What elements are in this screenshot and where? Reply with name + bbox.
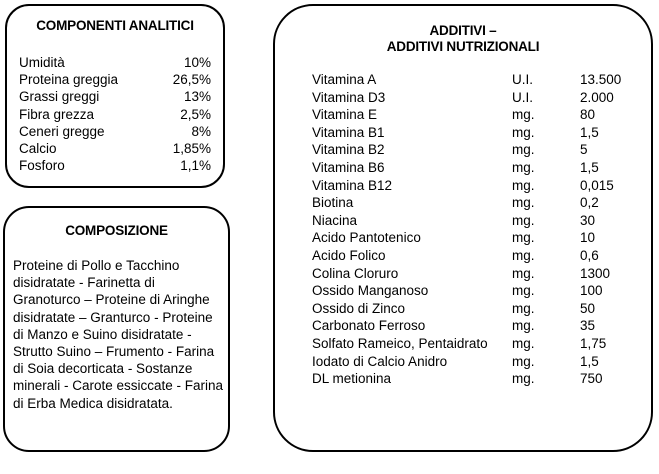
additive-row-unit: mg. — [512, 195, 535, 211]
analytical-row-name: Calcio — [19, 141, 57, 156]
additive-row-value: 13.500 — [580, 72, 622, 87]
additive-row-name: Acido Folico — [312, 248, 386, 263]
composition-text: Proteine di Pollo e Tacchino disidratate - Farinetta di Granoturco – Proteine di Aringhe disidratate – Granturco - Proteine di Manzo e Suino disidratate - Strutto Suino – Frumento - Farina di Soia decorticata - Sostanze minerali - Carote essiccate - Farina di Erba Medica disidratata. — [13, 258, 224, 411]
additive-row-name: Vitamina B12 — [312, 177, 393, 193]
additive-row-value: 1,5 — [580, 160, 599, 175]
analytical-row-value: 13% — [183, 89, 211, 105]
analytical-components-title: COMPONENTI ANALITICI — [36, 18, 194, 33]
analytical-row-value: 1,1% — [180, 158, 211, 174]
additive-row-value: 5 — [580, 142, 588, 158]
additive-row-unit: mg. — [512, 142, 535, 158]
additive-row-unit: mg. — [512, 107, 535, 123]
composition-panel — [3, 206, 230, 452]
additive-row-name: Iodato di Calcio Anidro — [312, 353, 448, 369]
additive-row-value: 80 — [580, 107, 596, 123]
additive-row-name: Biotina — [312, 195, 354, 211]
additive-row-unit: mg. — [512, 248, 535, 263]
additive-row-value: 100 — [580, 283, 603, 299]
additive-row-unit: mg. — [512, 336, 535, 351]
additive-row-name: Vitamina D3 — [312, 89, 386, 105]
additive-row-name: Niacina — [312, 212, 358, 228]
additive-row-unit: U.I. — [512, 72, 534, 87]
additive-row-unit: U.I. — [512, 89, 534, 105]
additive-row-unit: mg. — [512, 283, 535, 299]
additive-row-name: Ossido di Zinco — [312, 300, 406, 316]
analytical-row-value: 2,5% — [180, 106, 211, 122]
additives-title-line2: ADDITIVI NUTRIZIONALI — [386, 39, 540, 54]
additive-row-unit: mg. — [512, 371, 535, 387]
analytical-row-value: 8% — [191, 123, 211, 139]
analytical-row-value: 10% — [183, 55, 211, 70]
additive-row-value: 35 — [580, 318, 596, 334]
additive-row-name: Carbonato Ferroso — [312, 318, 426, 334]
additive-row-value: 1,75 — [580, 336, 607, 351]
additive-row-name: DL metionina — [312, 371, 392, 387]
additive-row-unit: mg. — [512, 353, 535, 369]
additive-row-unit: mg. — [512, 300, 535, 316]
additives-title — [275, 23, 651, 55]
additive-row-unit: mg. — [512, 318, 535, 334]
analytical-row-name: Ceneri gregge — [19, 123, 105, 139]
analytical-row-value: 1,85% — [172, 141, 211, 156]
additive-row-unit: mg. — [512, 124, 535, 140]
additive-row-unit: mg. — [512, 160, 535, 175]
additive-row-name: Vitamina B2 — [312, 142, 385, 158]
analytical-row-value: 26,5% — [172, 72, 211, 88]
additive-row-name: Acido Pantotenico — [312, 230, 421, 246]
additives-panel — [273, 4, 653, 452]
additive-row-value: 10 — [580, 230, 596, 246]
analytical-row-name: Fibra grezza — [19, 106, 95, 122]
additive-row-value: 2.000 — [580, 89, 614, 105]
additive-row-name: Vitamina B1 — [312, 124, 385, 140]
additive-row-name: Colina Cloruro — [312, 265, 399, 281]
additive-row-unit: mg. — [512, 212, 535, 228]
additive-row-value: 1,5 — [580, 353, 599, 369]
analytical-row-name: Proteina greggia — [19, 72, 119, 88]
additive-row-value: 750 — [580, 371, 603, 387]
additive-row-value: 0,2 — [580, 195, 599, 211]
analytical-row-name: Umidità — [19, 55, 65, 70]
additive-row-name: Vitamina E — [312, 107, 378, 123]
additive-row-unit: mg. — [512, 265, 535, 281]
additive-row-value: 30 — [580, 212, 596, 228]
additive-row-name: Solfato Rameico, Pentaidrato — [312, 336, 488, 351]
additives-title-line1: ADDITIVI – — [429, 23, 497, 38]
additive-row-unit: mg. — [512, 230, 535, 246]
composition-title: COMPOSIZIONE — [65, 223, 168, 238]
additive-row-name: Ossido Manganoso — [312, 283, 429, 299]
additive-row-value: 1300 — [580, 265, 611, 281]
analytical-components-panel — [5, 4, 225, 188]
additive-row-unit: mg. — [512, 177, 535, 193]
additive-row-name: Vitamina B6 — [312, 160, 385, 175]
additive-row-value: 0,6 — [580, 248, 599, 263]
analytical-row-name: Fosforo — [19, 158, 65, 174]
additive-row-name: Vitamina A — [312, 72, 377, 87]
additive-row-value: 1,5 — [580, 124, 599, 140]
additive-row-value: 0,015 — [580, 177, 614, 193]
analytical-row-name: Grassi greggi — [19, 89, 100, 105]
additive-row-value: 50 — [580, 300, 596, 316]
